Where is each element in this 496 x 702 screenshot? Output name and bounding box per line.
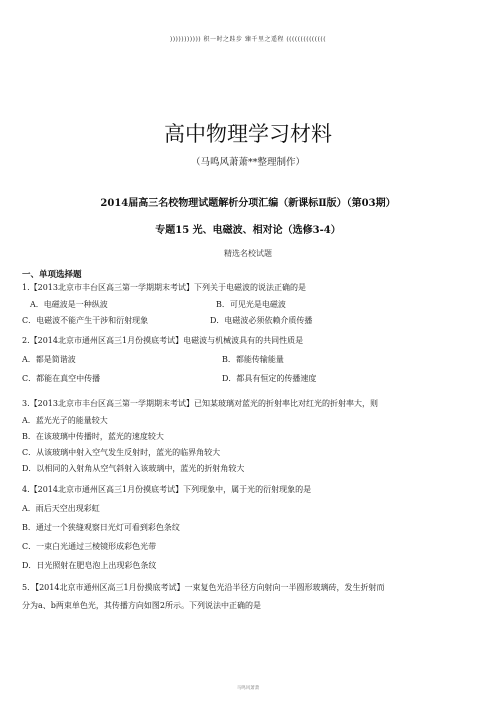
question-3-option-c: C．从该玻璃中射入空气发生反射时，蓝光的临界角较大 xyxy=(22,448,221,457)
question-4-option-c: C．一束白光通过三棱镜形成彩色光带 xyxy=(22,542,157,551)
document-subheading: 专题15 光、电磁波、相对论（选修3-4） xyxy=(155,225,341,236)
question-1-option-c: C．电磁波不能产生干涉和衍射现象 xyxy=(22,316,149,325)
question-4-option-b: B．通过一个狭缝观察日光灯可看到彩色条纹 xyxy=(22,523,180,532)
question-1-stem: 1.【2013北京市丰台区高三第一学期期末考试】下列关于电磁波的说法正确的是 xyxy=(22,283,306,292)
question-3-option-b: B．在该玻璃中传播时，蓝光的速度较大 xyxy=(22,432,164,441)
question-1-option-d: D．电磁波必须依赖介质传播 xyxy=(210,316,313,325)
header-banner: ))))))))))) 积一时之跬步 臻千里之遥程 (((((((((((((( xyxy=(169,36,327,43)
question-4-option-a: A．雨后天空出现彩虹 xyxy=(22,504,100,513)
question-2-option-a: A．都是简谐波 xyxy=(22,355,76,364)
page-footer: 马鸣风萧萧 xyxy=(236,686,260,691)
question-2-option-d: D．都具有恒定的传播速度 xyxy=(222,374,317,383)
question-2-stem: 2.【2014北京市通州区高三1月份摸底考试】电磁波与机械波具有的共同性质是 xyxy=(22,336,304,345)
document-heading: 2014届高三名校物理试题解析分项汇编（新课标Ⅱ版）（第03期） xyxy=(100,198,396,209)
question-1-option-a: A．电磁波是一种纵波 xyxy=(30,300,108,309)
question-5-stem-line-2: 分为a、b两束单色光，其传播方向如图2所示。下列说法中正确的是 xyxy=(22,601,261,610)
question-4-option-d: D．日光照射在肥皂泡上出现彩色条纹 xyxy=(22,561,157,570)
section-title: 一、单项选择题 xyxy=(22,270,82,280)
question-5-stem-line-1: 5．【2014北京市通州区高三1月份摸底考试】一束复色光沿半径方向射向一半圆形玻璃砖，发生折射而 xyxy=(22,583,385,592)
question-2-option-b: B．都能传输能量 xyxy=(222,355,284,364)
question-3-option-a: A．蓝光光子的能量较大 xyxy=(22,416,108,425)
question-2-option-c: C．都能在真空中传播 xyxy=(22,374,101,383)
question-1-option-b: B．可见光是电磁波 xyxy=(216,300,286,309)
question-3-stem: 3.【2013北京市丰台区高三第一学期期末考试】已知某玻璃对蓝光的折射率比对红光的折射率大，则 xyxy=(22,399,378,408)
question-4-stem: 4.【2014北京市通州区高三1月份摸底考试】下列现象中，属于光的衍射现象的是 xyxy=(22,485,312,494)
question-3-option-d: D．以相同的入射角从空气斜射入该玻璃中，蓝光的折射角较大 xyxy=(22,464,245,473)
page-title: 高中物理学习材料 xyxy=(164,122,332,146)
document-note: 精选名校试题 xyxy=(224,249,272,258)
page-subtitle: （马鸣风萧萧**整理制作） xyxy=(190,157,305,168)
